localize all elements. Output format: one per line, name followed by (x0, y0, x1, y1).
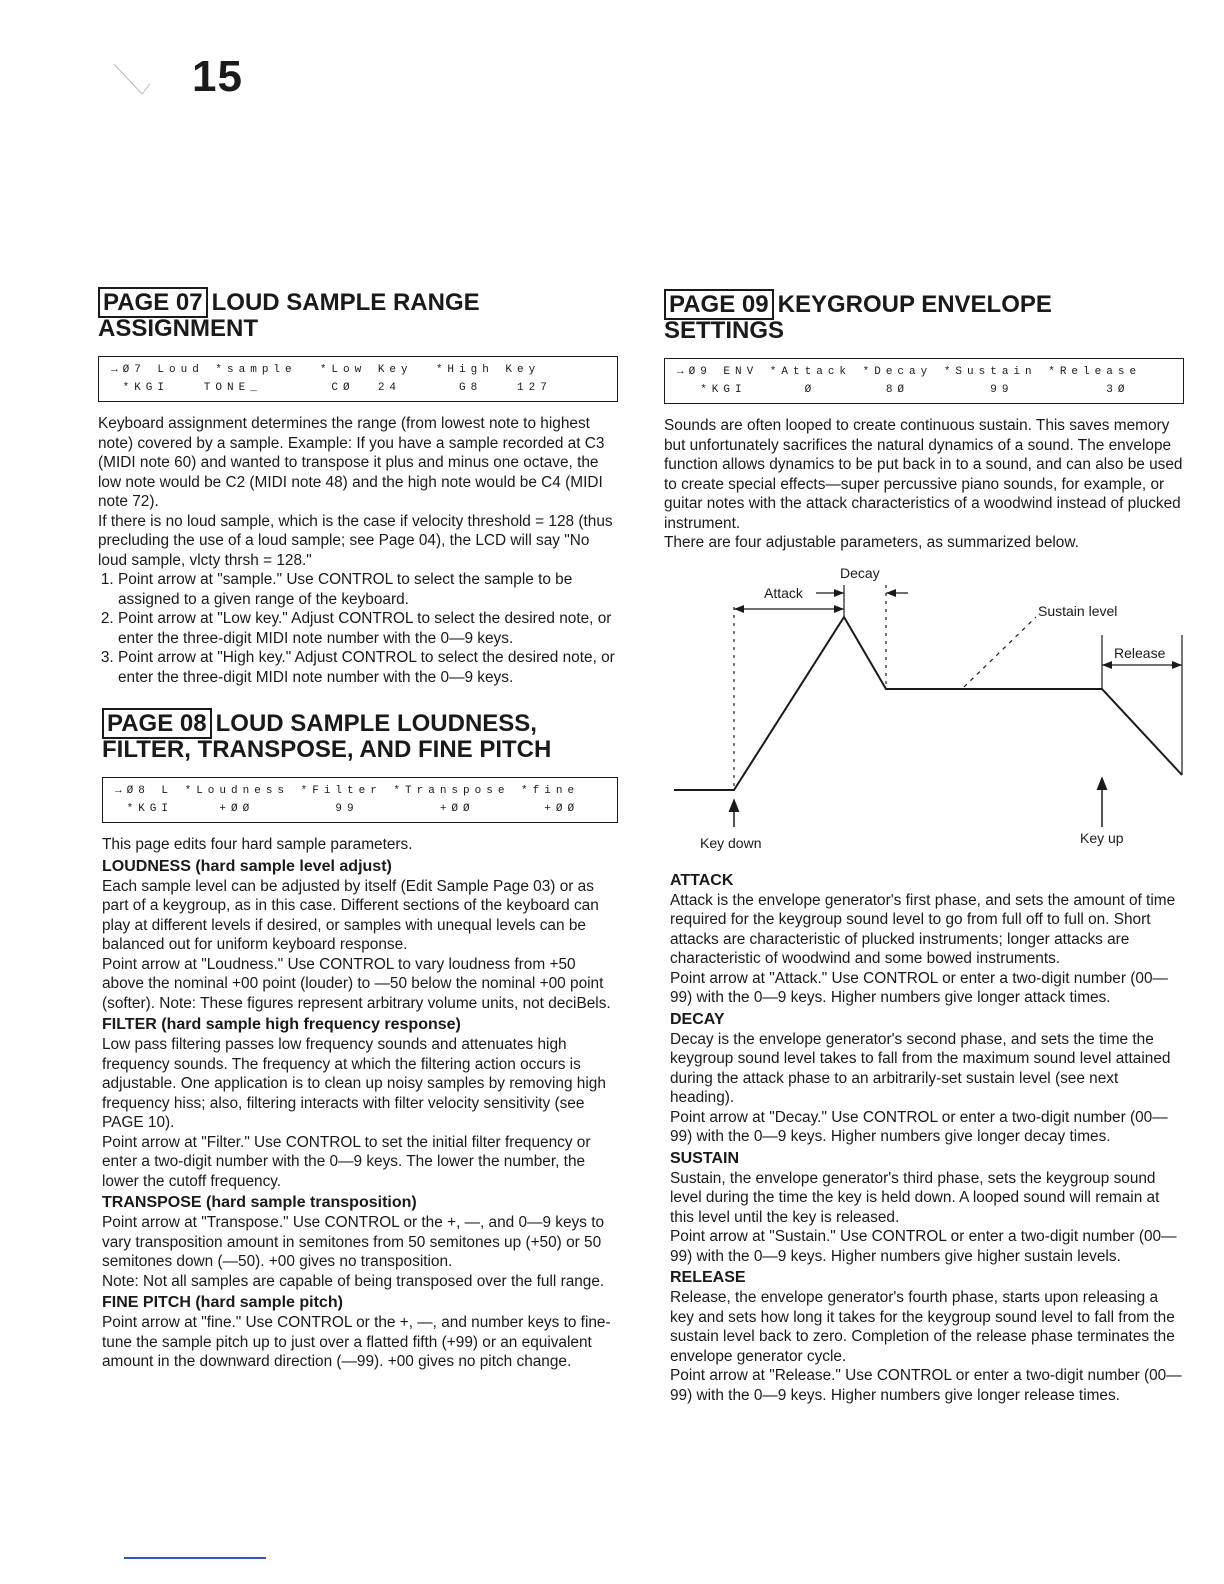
paragraph: Point arrow at "Release." Use CONTROL or enter a two-digit number (00—99) with the 0—9 keys. Higher numbers give longer release times. (670, 1367, 1182, 1404)
step-item: 1. Point arrow at "sample." Use CONTROL to select the sample to be assigned to a given range of the keyboard. (118, 570, 618, 609)
release-arrowhead-right (1172, 661, 1182, 669)
release-label: Release (1114, 644, 1166, 661)
lcd-line: *KGI +ØØ 99 +ØØ +ØØ (115, 803, 580, 815)
page-08-title-line1: LOUD SAMPLE LOUDNESS, (215, 710, 537, 737)
scan-mark-icon (112, 62, 152, 102)
attack-arrowhead-left (734, 605, 744, 613)
subheading: TRANSPOSE (hard sample transposition) (102, 1194, 417, 1211)
page-07-section (98, 290, 618, 687)
key-down-arrowhead (730, 801, 738, 811)
paragraph: Point arrow at "Transpose." Use CONTROL or the +, —, and 0—9 keys to vary transposition amount in semitones from 50 semitones up (+50) or 50 semitones down (—50). +00 gives no transposition. (102, 1214, 605, 1270)
subheading: ATTACK (670, 871, 734, 889)
page-08-title-line2: FILTER, TRANSPOSE, AND FINE PITCH (102, 736, 552, 763)
page-07-title-line2: ASSIGNMENT (98, 315, 259, 342)
paragraph: Point arrow at "Loudness." Use CONTROL to vary loudness from +50 above the nominal +00 point (louder) to —50 below the nominal +00 point (softer). Note: These figures represent arbitrary volume units, not deciBels. (102, 955, 611, 1012)
sustain-level-label: Sustain level (1038, 602, 1118, 619)
key-up-arrowhead (1098, 779, 1106, 789)
paragraph: Attack is the envelope generator's first phase, and sets the amount of time required for the keygroup sound level to go from full off to full on. Short attacks are characteristic of plucked instruments; longer attacks are characteristic of woodwind and some bowed instruments. (670, 891, 1176, 967)
page-08-lcd (102, 777, 618, 823)
page-number: 15 (192, 52, 243, 101)
lcd-line: *KGI Ø 8Ø 99 3Ø (677, 384, 1130, 396)
paragraph: Point arrow at "Sustain." Use CONTROL or enter a two-digit number (00—99) with the 0—9 keys. Higher numbers give higher sustain levels. (670, 1228, 1177, 1265)
paragraph: Note: Not all samples are capable of being transposed over the full range. (102, 1272, 605, 1290)
attack-arrowhead-right (834, 605, 844, 613)
lcd-line: *KGI TONE_ CØ 24 G8 127 (111, 382, 552, 394)
paragraph: Each sample level can be adjusted by itself (Edit Sample Page 03) or as part of a keygroup, as in this case. Different sections of the keyboard can play at different levels if desired, or samples with unequal levels can be balanced out for uniform keyboard response. (102, 877, 599, 953)
step-item: 3. Point arrow at "High key." Adjust CONTROL to select the desired note, or enter the three-digit MIDI note number with the 0—9 keys. (118, 648, 618, 687)
page-09-title-line1: KEYGROUP ENVELOPE (777, 291, 1052, 318)
step-item: 2. Point arrow at "Low key." Adjust CONTROL to select the desired note, or enter the three-digit MIDI note number with the 0—9 keys. (118, 609, 618, 648)
decay-label: Decay (840, 564, 880, 581)
decay-arrowhead-left (834, 589, 844, 597)
subheading: FINE PITCH (hard sample pitch) (102, 1294, 343, 1311)
page-08-heading (102, 711, 618, 763)
subheading: LOUDNESS (hard sample level adjust) (102, 857, 392, 875)
paragraph: If there is no loud sample, which is the case if velocity threshold = 128 (thus precluding the use of a loud sample; see Page 04), the LCD will say "No loud sample, vlcty thrsh = 128." (98, 512, 613, 569)
page-07-lcd (98, 356, 618, 402)
paragraph: Sustain, the envelope generator's third phase, sets the keygroup sound level during the time the key is held down. A looped sound will remain at this level until the key is released. (670, 1169, 1160, 1226)
page-09-box: PAGE 09 (664, 289, 774, 320)
sustain-pointer (964, 617, 1036, 687)
page-07-title-line1: LOUD SAMPLE RANGE (211, 289, 480, 316)
envelope-curve (674, 617, 1182, 790)
page-08-box: PAGE 08 (102, 708, 212, 739)
paragraph: This page edits four hard sample parameters. (102, 836, 413, 853)
page-08-section (102, 711, 618, 1372)
steps-list (98, 570, 618, 687)
paragraph: Release, the envelope generator's fourth phase, starts upon releasing a key and sets how long it takes for the keygroup sound level to fall from the sustain level back to zero. Completion of the release phase terminates the envelope generator cycle. (670, 1289, 1175, 1365)
page-09-heading (664, 292, 1184, 344)
lcd-line: →Ø8 L *Loudness *Filter *Transpose *fine (115, 785, 580, 797)
page-09-section (664, 292, 1184, 553)
paragraph: Point arrow at "Attack." Use CONTROL or enter a two-digit number (00—99) with the 0—9 keys. Higher numbers give longer attack times. (670, 969, 1168, 1006)
lcd-line: →Ø9 ENV *Attack *Decay *Sustain *Release (677, 366, 1142, 378)
paragraph: Low pass filtering passes low frequency sounds and attenuates high frequency sounds. The frequency at which the filtering action occurs is adjustable. One application is to clean up noisy samples by removing high frequency hiss; also, filtering interacts with filter velocity sensitivity (see PAGE 10). (102, 1036, 606, 1131)
lcd-line: →Ø7 Loud *sample *Low Key *High Key (111, 364, 541, 376)
left-column (98, 290, 618, 1372)
subheading: DECAY (670, 1010, 725, 1028)
envelope-parameters (670, 871, 1184, 1406)
footer-rule (124, 1557, 266, 1559)
paragraph: Keyboard assignment determines the range (from lowest note to highest note) covered by a sample. Example: If you have a sample recorded at C3 (MIDI note 60) and wanted to transpose it plus and minus one octave, the low note would be C2 (MIDI note 48) and the high note would be C4 (MIDI note 72). (98, 415, 605, 510)
decay-arrowhead-right (886, 589, 896, 597)
paragraph: Point arrow at "fine." Use CONTROL or the +, —, and number keys to fine-tune the sample pitch up to just over a flatted fifth (+99) or an equivalent amount in the downward direction (—99). +00 gives no pitch change. (102, 1314, 611, 1370)
key-down-label: Key down (700, 834, 762, 851)
page-07-heading (98, 290, 618, 342)
paragraph: Sounds are often looped to create continuous sustain. This saves memory but unfortunately sacrifices the natural dynamics of a sound. The envelope function allows dynamics to be put back in to a sound, and can also be used to create special effects—super percussive piano sounds, for example, or guitar notes with the attack characteristics of a woodwind instead of plucked instrument. (664, 417, 1183, 532)
key-up-label: Key up (1080, 829, 1124, 846)
page-07-box: PAGE 07 (98, 287, 208, 318)
right-column (664, 292, 1184, 1405)
release-arrowhead-left (1102, 661, 1112, 669)
paragraph: There are four adjustable parameters, as summarized below. (664, 534, 1079, 551)
paragraph: Point arrow at "Decay." Use CONTROL or enter a two-digit number (00—99) with the 0—9 keys. Higher numbers give longer decay times. (670, 1108, 1168, 1145)
page-09-lcd (664, 358, 1184, 404)
page-09-title-line2: SETTINGS (664, 317, 785, 344)
subheading: RELEASE (670, 1269, 746, 1286)
attack-label: Attack (764, 584, 803, 601)
paragraph: Decay is the envelope generator's second phase, and sets the time the keygroup sound level takes to fall from the maximum sound level attained during the attack phase to an arbitrarily-set sustain level (see next heading). (670, 1030, 1171, 1106)
subheading: FILTER (hard sample high frequency response) (102, 1016, 461, 1033)
paragraph: Point arrow at "Filter." Use CONTROL to set the initial filter frequency or enter a two-digit number with the 0—9 keys. The lower the number, the lower the cutoff frequency. (102, 1133, 591, 1190)
subheading: SUSTAIN (670, 1149, 740, 1167)
envelope-diagram (664, 565, 1184, 865)
